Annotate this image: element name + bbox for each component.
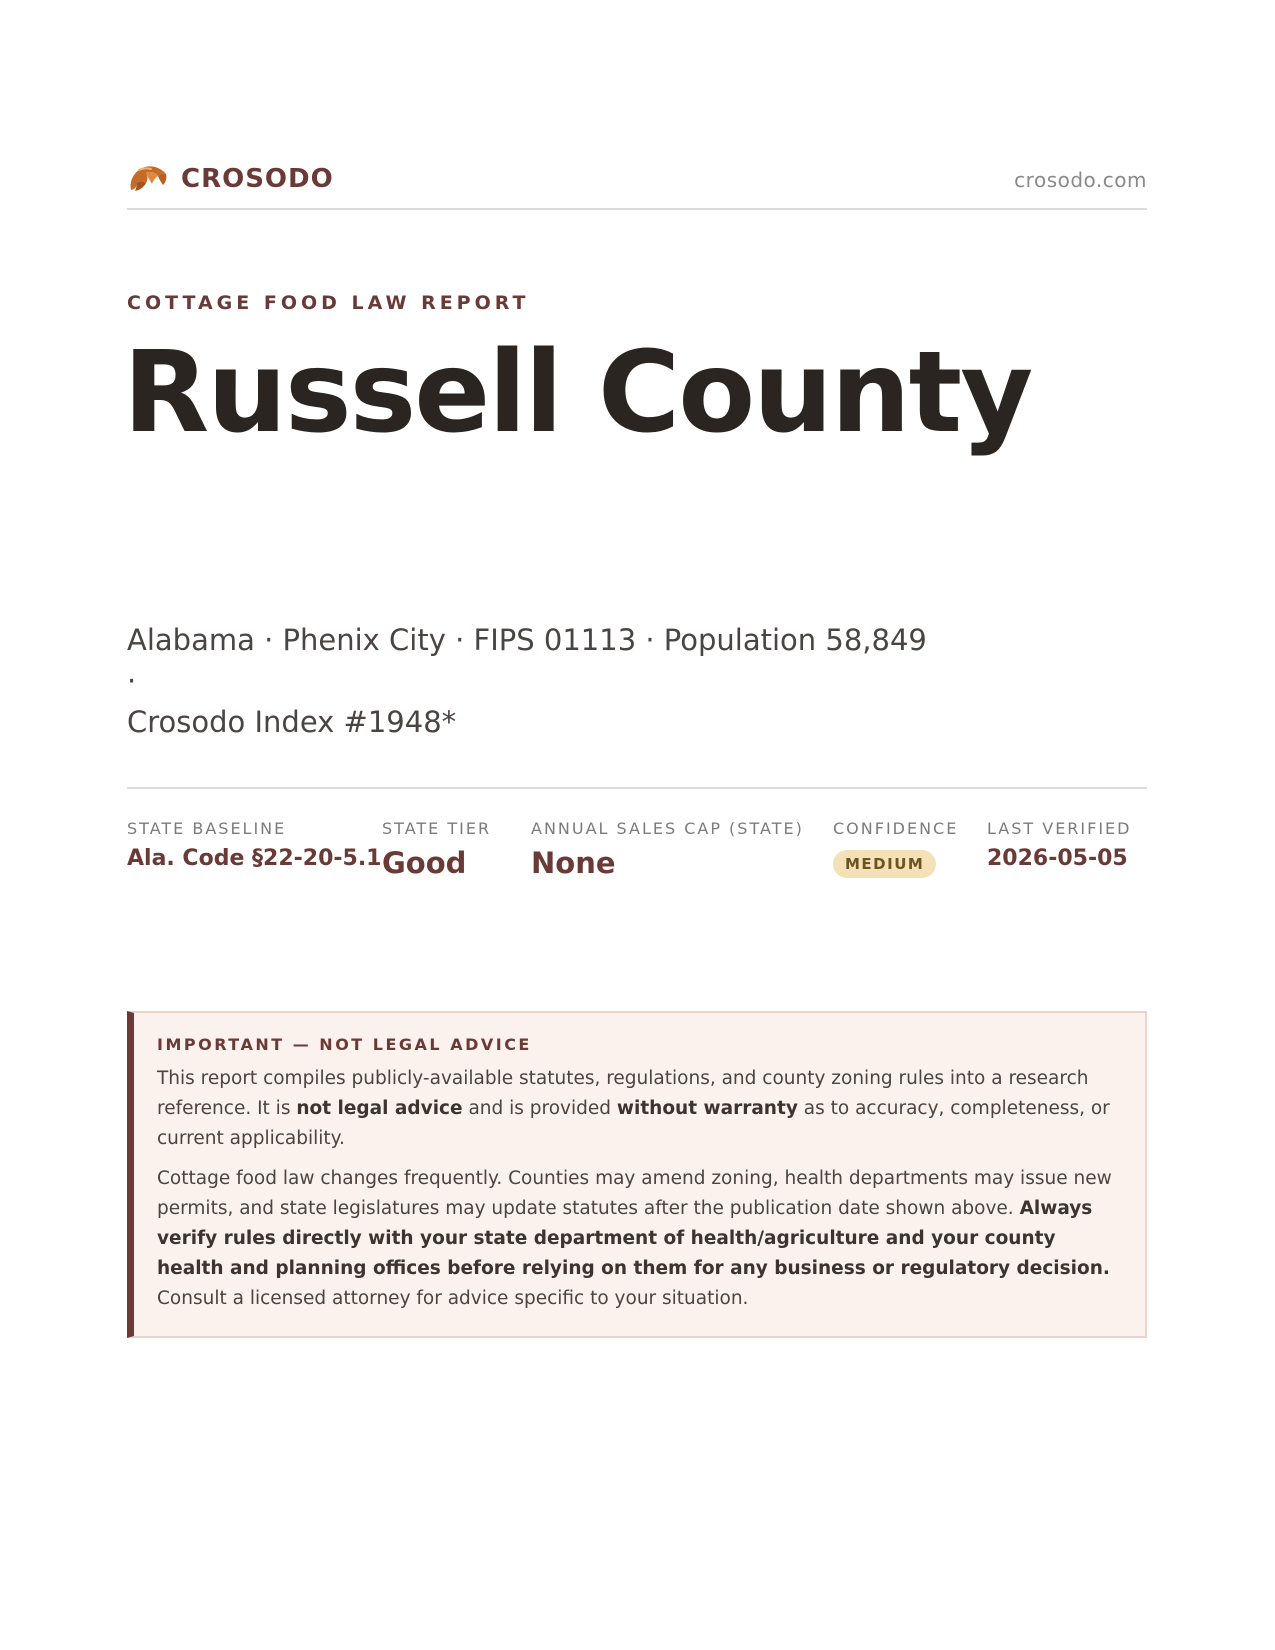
report-subtitle [127, 620, 927, 743]
notice-title: IMPORTANT — NOT LEGAL ADVICE [157, 1035, 532, 1054]
notice-emphasis: without warranty [616, 1098, 798, 1119]
brand[interactable] [127, 160, 334, 198]
stat-annual-sales-cap [531, 819, 804, 880]
stat-last-verified [987, 819, 1131, 871]
subtitle-line-1: Alabama · Phenix City · FIPS 01113 · Population 58,849 · [127, 623, 927, 698]
confidence-badge: MEDIUM [833, 850, 936, 878]
site-url-link[interactable]: crosodo.com [1014, 168, 1147, 192]
stat-value: Ala. Code §22-20-5.1 [127, 846, 382, 871]
stat-value: Good [382, 846, 467, 880]
stat-label: ANNUAL SALES CAP (STATE) [531, 819, 804, 838]
notice-text: and is provided [462, 1098, 617, 1119]
report-page [123, 0, 1147, 1650]
notice-emphasis: Always verify rules directly with your state department of health/agriculture and your county health and planning offices before relying on them for any business or regulatory decision. [157, 1198, 1110, 1279]
notice-emphasis: not legal advice [296, 1098, 463, 1119]
notice-text: Consult a licensed attorney for advice specific to your situation. [157, 1288, 749, 1309]
notice-paragraph-1 [157, 1064, 1119, 1154]
brand-name: CROSODO [181, 164, 334, 194]
stat-label: CONFIDENCE [833, 819, 959, 838]
stat-label: LAST VERIFIED [987, 819, 1132, 838]
subtitle-line-2: Crosodo Index #1948* [127, 705, 457, 739]
page-title: Russell County [123, 328, 1032, 458]
legal-notice [127, 1011, 1147, 1338]
stat-value: 2026-05-05 [987, 846, 1128, 871]
stat-label: STATE TIER [382, 819, 492, 838]
stat-state-tier [382, 819, 491, 880]
notice-text: as to accuracy, completeness, or current applicability. [157, 1098, 1110, 1149]
stats-row [127, 787, 1147, 911]
stat-label: STATE BASELINE [127, 819, 287, 838]
page-header [127, 158, 1147, 210]
croissant-icon [127, 160, 169, 198]
notice-text: Cottage food law changes frequently. Counties may amend zoning, health departments may issue new permits, and state legislatures may update statutes after the publication date shown above. [157, 1168, 1112, 1219]
stat-state-baseline [127, 819, 381, 871]
report-kicker: COTTAGE FOOD LAW REPORT [127, 292, 530, 314]
stat-confidence [833, 819, 958, 878]
notice-text: This report compiles publicly-available statutes, regulations, and county zoning rules into a research reference. It is [157, 1068, 1089, 1119]
stat-value: None [531, 846, 616, 880]
notice-paragraph-2 [157, 1164, 1119, 1314]
